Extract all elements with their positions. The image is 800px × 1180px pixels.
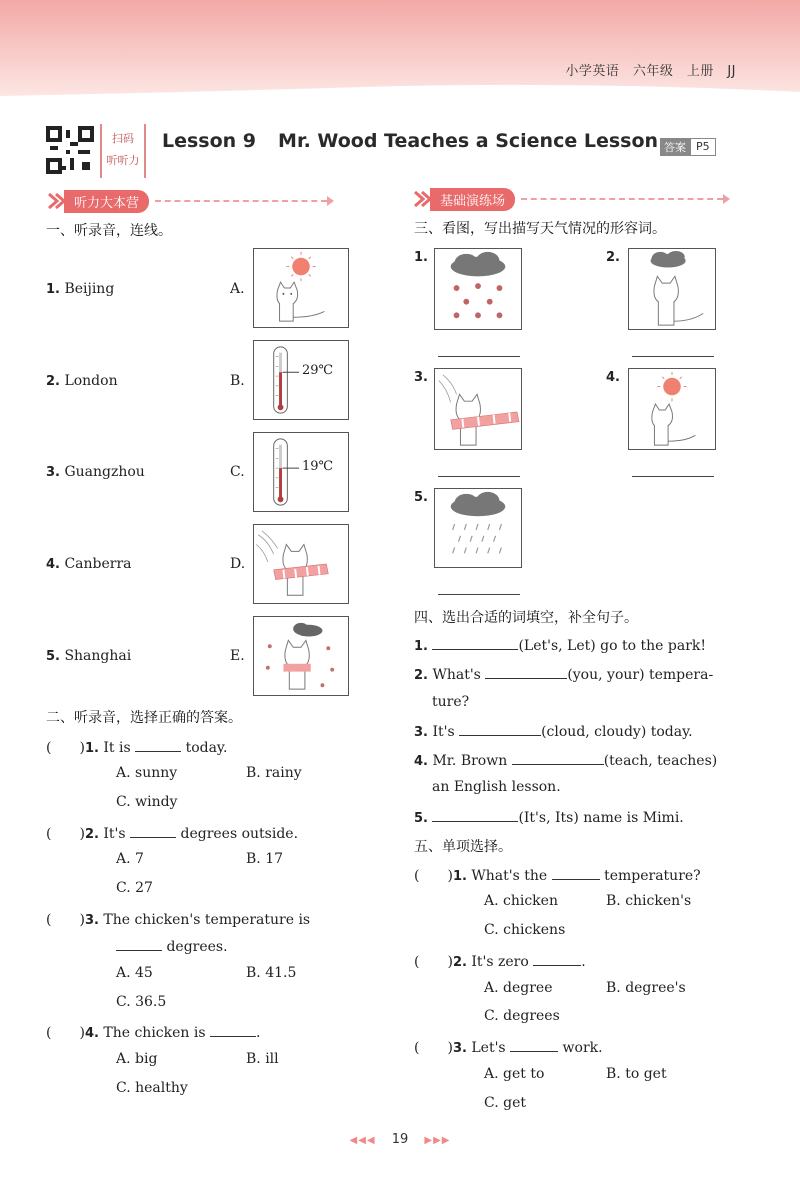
match-item: 3. Guangzhou (46, 464, 145, 480)
option: A. chicken (484, 893, 558, 909)
left-arrows-icon: ◀◀◀ (349, 1135, 376, 1146)
section-heading: 三、看图，写出描写天气情况的形容词。 (414, 221, 666, 237)
picture-cloudy-cat (628, 248, 716, 330)
lesson-number: Lesson 9 (162, 130, 257, 152)
answer-blank[interactable] (130, 824, 176, 838)
option-letter: A. (230, 281, 245, 297)
option: B. rainy (246, 765, 302, 781)
answer-line[interactable] (632, 476, 714, 477)
picture-number: 5. (414, 490, 428, 505)
answer-line[interactable] (438, 356, 520, 357)
fill-sentence: 1. (Let's, Let) go to the park! (414, 638, 706, 654)
section-heading: 五、单项选择。 (414, 839, 512, 855)
option: A. degree (484, 980, 553, 996)
answer-blank[interactable] (510, 1038, 558, 1052)
option: B. degree's (606, 980, 686, 996)
fill-sentence: 2. What's (you, your) tempera- (414, 667, 714, 683)
option: A. 7 (116, 851, 144, 867)
section-heading: 二、听录音，选择正确的答案。 (46, 710, 242, 726)
answer-page-tag: 答案 P5 (660, 138, 716, 156)
picture-sunny-cat-2 (628, 368, 716, 450)
scan-to-listen-label: 扫码 听听力 (100, 124, 146, 178)
fill-sentence: 3. It's (cloud, cloudy) today. (414, 724, 693, 740)
answer-blank[interactable] (116, 937, 162, 951)
answer-blank[interactable] (512, 751, 604, 765)
option-letter: E. (230, 648, 245, 664)
answer-blank[interactable] (459, 722, 541, 736)
picture-number: 1. (414, 250, 428, 265)
header-band (0, 0, 800, 110)
option: C. chickens (484, 922, 566, 938)
answer-line[interactable] (438, 594, 520, 595)
picture-number: 3. (414, 370, 428, 385)
option-letter: C. (230, 464, 245, 480)
picture-rain (434, 488, 522, 568)
answer-blank[interactable] (485, 665, 567, 679)
option-letter: B. (230, 373, 245, 389)
question: ( )2. It's degrees outside. (46, 826, 299, 842)
answer-blank[interactable] (552, 866, 600, 880)
option: A. sunny (116, 765, 178, 781)
option: B. 17 (246, 851, 284, 867)
answer-blank[interactable] (533, 952, 581, 966)
fill-sentence: 5. (It's, Its) name is Mimi. (414, 810, 684, 826)
match-item: 4. Canberra (46, 556, 132, 572)
question-continuation: degrees. (116, 937, 228, 955)
option: C. 27 (116, 880, 153, 896)
option: A. get to (484, 1066, 545, 1082)
option: B. chicken's (606, 893, 692, 909)
temperature-label: 29℃ (302, 363, 334, 378)
picture-thermometer-29 (253, 340, 349, 420)
match-item: 1. Beijing (46, 281, 115, 297)
section-banner-listening: 听力大本营 (46, 190, 334, 212)
temperature-label: 19℃ (302, 459, 334, 474)
fill-sentence-continuation: ture? (432, 694, 470, 710)
option: C. windy (116, 794, 178, 810)
answer-line[interactable] (632, 356, 714, 357)
option: A. big (116, 1051, 158, 1067)
picture-number: 2. (606, 250, 620, 265)
picture-number: 4. (606, 370, 620, 385)
picture-snow (434, 248, 522, 330)
section-heading: 一、听录音，连线。 (46, 223, 172, 239)
option-letter: D. (230, 556, 246, 572)
option: C. get (484, 1095, 526, 1111)
fill-sentence-continuation: an English lesson. (432, 779, 561, 795)
option: C. degrees (484, 1008, 560, 1024)
answer-blank[interactable] (432, 808, 518, 822)
page-title (162, 130, 658, 152)
answer-blank[interactable] (210, 1023, 256, 1037)
match-item: 5. Shanghai (46, 648, 132, 664)
picture-sunny-cat (253, 248, 349, 328)
question: ( )4. The chicken is . (46, 1025, 261, 1041)
book-meta: 小学英语 六年级 上册 JJ (565, 64, 736, 79)
option: C. healthy (116, 1080, 188, 1096)
page-footer (0, 1132, 800, 1147)
option: B. ill (246, 1051, 279, 1067)
question: ( )3. Let's work. (414, 1040, 603, 1056)
section-banner-practice: 基础演练场 (412, 188, 730, 210)
page-number: 19 (391, 1132, 409, 1147)
answer-line[interactable] (438, 476, 520, 477)
option: C. 36.5 (116, 994, 167, 1010)
picture-thermometer-19 (253, 432, 349, 512)
option: B. 41.5 (246, 965, 297, 981)
section-heading: 四、选出合适的词填空，补全句子。 (414, 610, 638, 626)
option: B. to get (606, 1066, 667, 1082)
picture-snowy-cat (253, 616, 349, 696)
picture-windy (434, 368, 522, 450)
option: A. 45 (116, 965, 153, 981)
right-arrows-icon: ▶▶▶ (424, 1135, 451, 1146)
question: ( )1. What's the temperature? (414, 868, 701, 884)
question: ( )3. The chicken's temperature is (46, 912, 311, 928)
qr-code-icon[interactable] (46, 126, 94, 174)
question: ( )1. It is today. (46, 740, 228, 756)
answer-blank[interactable] (135, 738, 181, 752)
answer-blank[interactable] (432, 636, 518, 650)
question: ( )2. It's zero . (414, 954, 586, 970)
fill-sentence: 4. Mr. Brown (teach, teaches) (414, 753, 718, 769)
picture-windy-cat (253, 524, 349, 604)
lesson-name: Mr. Wood Teaches a Science Lesson (278, 130, 659, 152)
match-item: 2. London (46, 373, 118, 389)
